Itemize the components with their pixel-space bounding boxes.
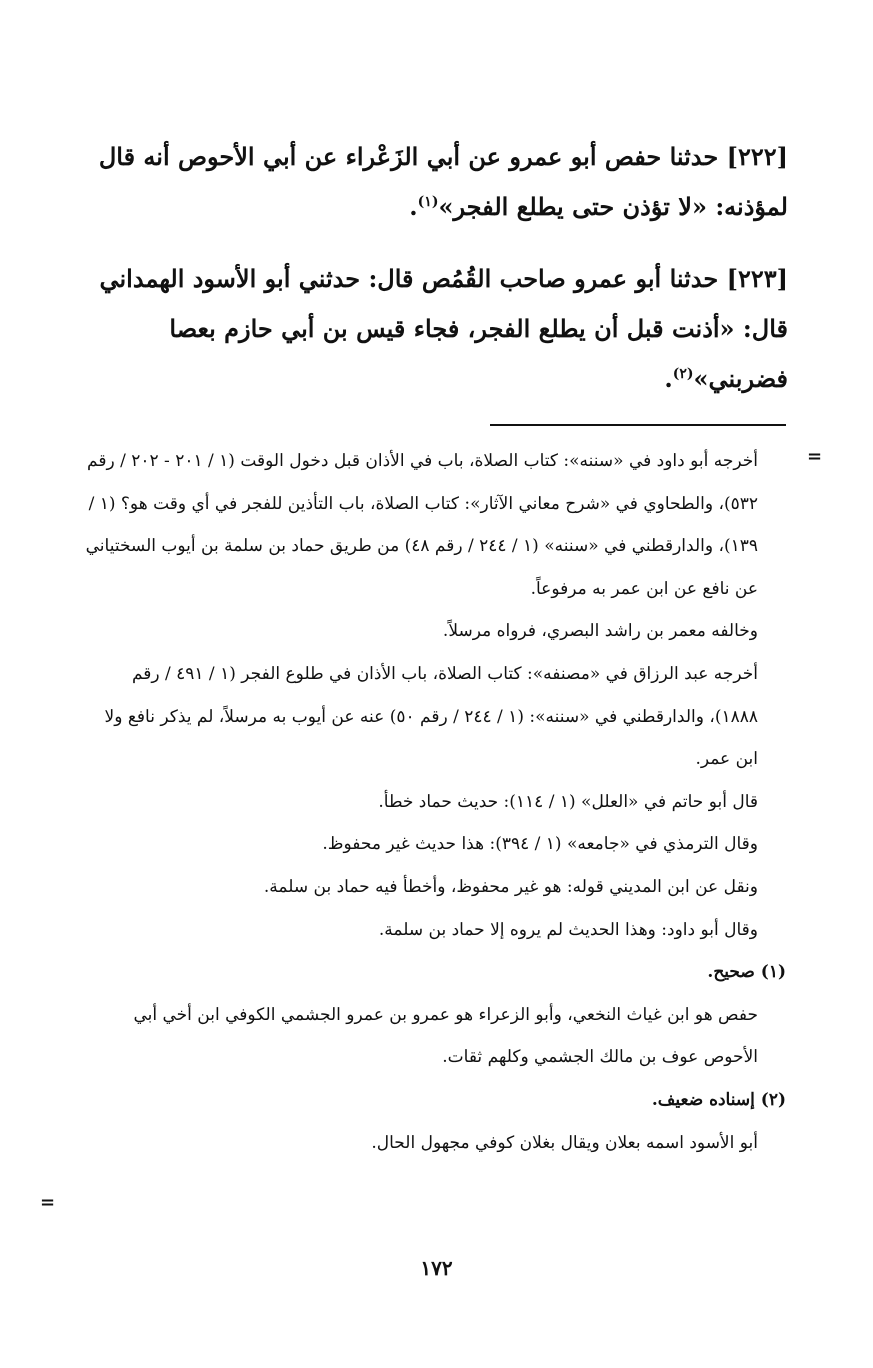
footnote-2-heading [78, 1079, 786, 1122]
footnote-2-text: أبو الأسود اسمه بعلان ويقال بغلان كوفي مجهول الحال. [371, 1132, 758, 1153]
hadith-number: [٢٢٣] [726, 264, 788, 293]
hadith-end: . [409, 192, 418, 221]
page-number: ١٧٢ [420, 1256, 453, 1280]
footnote-paragraph: أخرجه أبو داود في «سننه»: كتاب الصلاة، باب في الأذان قبل دخول الوقت (١ / ٢٠١ - ٢٠٢ / رقم ٥٣٢)، والطحاوي في «شرح معاني الآثار»: كتاب الصلاة، باب التأذين للفجر في أي وقت هو؟ (١ / ١٣٩)، والدارقطني في «سننه» (١ / ٢٤٤ / رقم ٤٨) من طريق حماد بن سلمة بن أيوب السختياني عن نافع عن ابن عمر به مرفوعاً. [85, 451, 758, 599]
hadith-end: . [664, 364, 673, 393]
hadith-222 [78, 132, 788, 232]
footnote-paragraph: قال أبو حاتم في «العلل» (١ / ١١٤): حديث حماد خطأ. [378, 791, 758, 812]
footnote-ref[interactable]: (١) [417, 194, 439, 210]
footnote-paragraph: وقال أبو داود: وهذا الحديث لم يروه إلا حماد بن سلمة. [378, 919, 758, 940]
footnote-paragraph: أخرجه عبد الرزاق في «مصنفه»: كتاب الصلاة، باب الأذان في طلوع الفجر (١ / ٤٩١ / رقم ١٨٨٨)، والدارقطني في «سننه»: (١ / ٢٤٤ / رقم ٥٠) عنه عن أيوب به مرسلاً، لم يذكر نافع ولا ابن عمر. [104, 663, 758, 770]
footnote-1-heading [78, 951, 786, 994]
footnote-1-text: حفص هو ابن غياث النخعي، وأبو الزعراء هو عمرو بن عمرو الجشمي الكوفي ابن أخي أبي الأحوص عوف بن مالك الجشمي وكلهم ثقات. [133, 1004, 758, 1068]
hadith-text: حدثنا حفص أبو عمرو عن أبي الزَعْراء عن أبي الأحوص أنه قال لمؤذنه: «لا تؤذن حتى يطلع الفجر» [98, 142, 788, 221]
footnote-ref[interactable]: (٢) [672, 366, 694, 382]
footnote-1-label: (١) [760, 962, 786, 983]
footnotes [78, 440, 786, 1164]
continuation-mark: = [807, 446, 823, 467]
footnote-paragraph: وخالفه معمر بن راشد البصري، فرواه مرسلاً. [442, 621, 758, 642]
footnote-2-verdict: إسناده ضعيف. [651, 1089, 755, 1110]
hadith-223 [78, 254, 788, 404]
footnote-divider [490, 424, 786, 426]
bottom-continuation-mark: = [40, 1192, 56, 1213]
footnote-paragraph: وقال الترمذي في «جامعه» (١ / ٣٩٤): هذا حديث غير محفوظ. [322, 834, 758, 855]
footnote-1-verdict: صحيح. [707, 962, 755, 983]
footnote-2-label: (٢) [760, 1089, 786, 1110]
hadith-text: حدثنا أبو عمرو صاحب القُمُص قال: حدثني أبو الأسود الهمداني قال: «أذنت قبل أن يطلع الفجر، فجاء قيس بن أبي حازم بعصا فضربني» [99, 264, 788, 393]
hadith-number: [٢٢٢] [726, 142, 788, 171]
footnote-paragraph: ونقل عن ابن المديني قوله: هو غير محفوظ، وأخطأ فيه حماد بن سلمة. [263, 876, 758, 897]
